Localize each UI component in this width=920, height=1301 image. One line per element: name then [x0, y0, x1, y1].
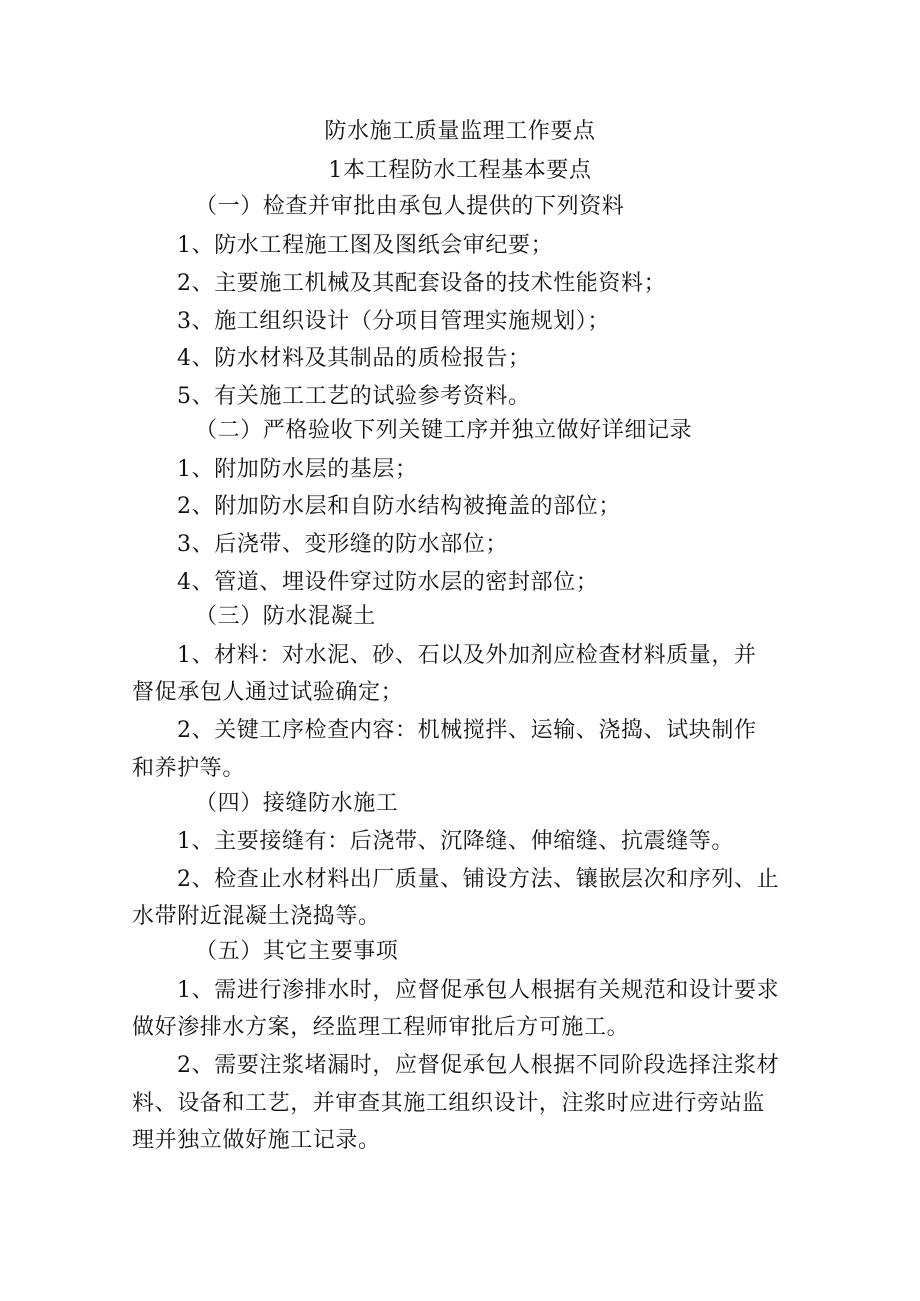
section-5-heading: （五）其它主要事项 [195, 939, 399, 964]
section-1-item-2: 2、主要施工机械及其配套设备的技术性能资料； [177, 271, 667, 296]
section-1-item-3: 3、施工组织设计（分项目管理实施规划）； [177, 309, 610, 334]
section-3-item-1-line-1: 1、材料：对水泥、砂、石以及外加剂应检查材料质量，并 [177, 643, 757, 668]
section-2-item-2: 2、附加防水层和自防水结构被掩盖的部位； [177, 494, 621, 519]
section-5-item-2-line-2: 料、设备和工艺，并审查其施工组织设计，注浆时应进行旁站监 [132, 1091, 765, 1116]
section-3-item-2-line-2: 和养护等。 [132, 756, 246, 781]
section-5-item-2-line-1: 2、需要注浆堵漏时，应督促承包人根据不同阶段选择注浆材 [177, 1053, 780, 1078]
section-1-item-5: 5、有关施工工艺的试验参考资料。 [177, 384, 531, 409]
section-2-item-4: 4、管道、埋设件穿过防水层的密封部位； [177, 570, 599, 595]
section-3-item-2-line-1: 2、关键工序检查内容：机械搅拌、运输、浇捣、试块制作 [177, 718, 757, 743]
section-2-item-1: 1、附加防水层的基层； [177, 457, 418, 482]
section-4-item-1: 1、主要接缝有：后浇带、沉降缝、伸缩缝、抗震缝等。 [177, 829, 734, 854]
section-5-item-1-line-2: 做好渗排水方案，经监理工程师审批后方可施工。 [132, 1015, 630, 1040]
document-subtitle: 1本工程防水工程基本要点 [328, 158, 592, 183]
section-3-heading: （三）防水混凝土 [195, 604, 376, 629]
section-5-item-2-line-3: 理并独立做好施工记录。 [132, 1128, 381, 1153]
section-1-heading: （一）检查并审批由承包人提供的下列资料 [195, 194, 625, 219]
section-2-heading: （二）严格验收下列关键工序并独立做好详细记录 [195, 418, 693, 443]
section-3-item-1-line-2: 督促承包人通过试验确定； [132, 680, 404, 705]
section-1-item-1: 1、防水工程施工图及图纸会审纪要； [177, 233, 554, 258]
section-5-item-1-line-1: 1、需进行渗排水时，应督促承包人根据有关规范和设计要求 [177, 978, 780, 1003]
section-2-item-3: 3、后浇带、变形缝的防水部位； [177, 532, 508, 557]
document-title: 防水施工质量监理工作要点 [324, 119, 596, 144]
section-4-heading: （四）接缝防水施工 [195, 791, 399, 816]
section-4-item-2-line-1: 2、检查止水材料出厂质量、铺设方法、镶嵌层次和序列、止 [177, 867, 780, 892]
section-1-item-4: 4、防水材料及其制品的质检报告； [177, 346, 531, 371]
section-4-item-2-line-2: 水带附近混凝土浇捣等。 [132, 904, 381, 929]
